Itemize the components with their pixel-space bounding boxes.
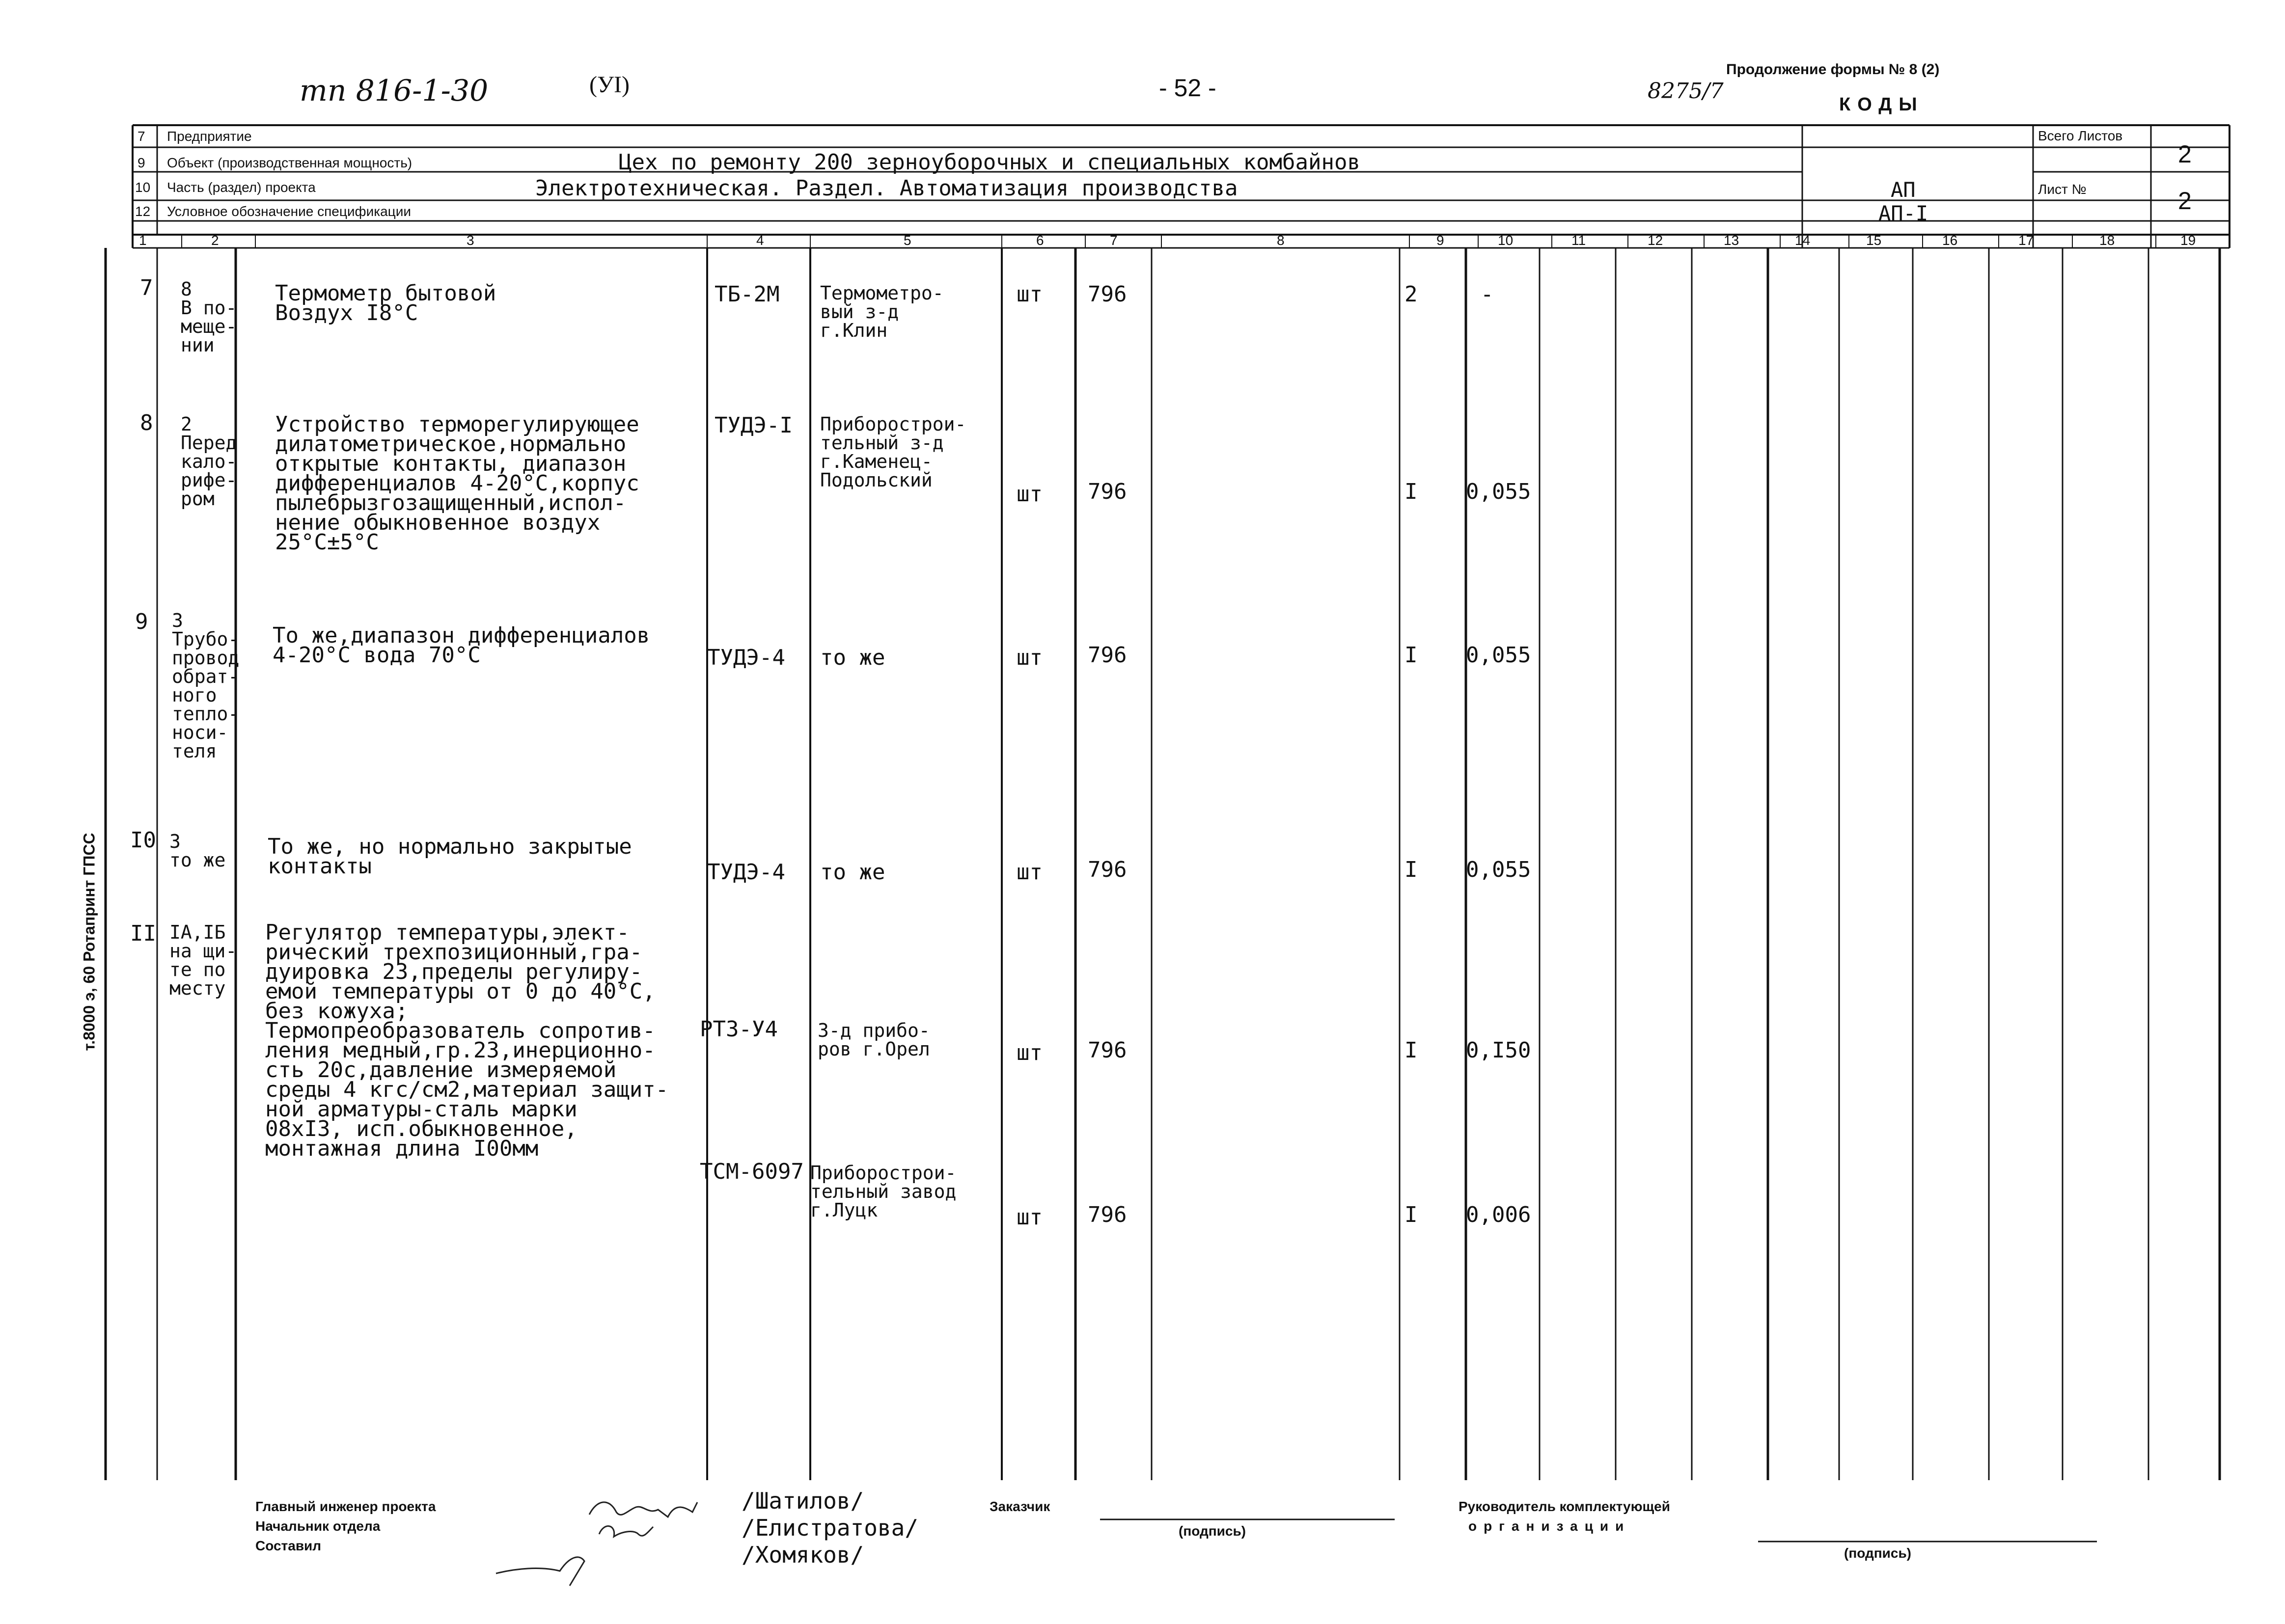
column-number: 8 bbox=[1277, 233, 1285, 248]
row-mass: 0,055 bbox=[1466, 857, 1531, 882]
row-unit-code: 796 bbox=[1088, 1202, 1127, 1227]
row-name: Устройство терморегулирующее дилатометрическое,нормально открытые контакты, диапазон дифференциалов 4-20°С,корпус пылебрызгозащищенный,испол- нение обыкновенное воздух 25°С±5°С bbox=[275, 412, 639, 555]
column-number: 16 bbox=[1942, 233, 1958, 248]
meta-row-num: 9 bbox=[138, 155, 145, 170]
column-number: 5 bbox=[904, 233, 911, 248]
row-position: II bbox=[130, 921, 156, 946]
dept-head-label: Начальник отдела bbox=[255, 1518, 381, 1534]
signature-marks bbox=[496, 1502, 697, 1586]
row-type: РТЗ-У4 bbox=[700, 1017, 778, 1042]
column-number: 9 bbox=[1436, 233, 1444, 248]
row-mass: 0,055 bbox=[1466, 643, 1531, 668]
meta-row-label: Часть (раздел) проекта bbox=[167, 180, 316, 195]
row-unit: шт bbox=[1017, 482, 1043, 507]
project-part-value: Электротехническая. Раздел. Автоматизация производства bbox=[535, 176, 1238, 201]
meta-row-label: Предприятие bbox=[167, 129, 252, 144]
row-maker: то же bbox=[820, 860, 885, 885]
row-unit: шт bbox=[1017, 282, 1043, 307]
signatory-name: /Хомяков/ bbox=[742, 1542, 864, 1568]
total-sheets-label: Всего Листов bbox=[2038, 128, 2123, 143]
column-number: 10 bbox=[1498, 233, 1514, 248]
row-maker: то же bbox=[820, 645, 885, 670]
row-unit-code: 796 bbox=[1088, 479, 1127, 504]
row-maker: Термометро- вый з-д г.Клин bbox=[820, 282, 944, 341]
sheet-number-label: Лист № bbox=[2038, 182, 2087, 197]
row-mass: 0,055 bbox=[1466, 479, 1531, 504]
doc-code: тп 816-1-30 bbox=[300, 74, 489, 108]
column-number: 2 bbox=[211, 233, 219, 248]
row-maker: З-д прибо- ров г.Орел bbox=[818, 1020, 930, 1060]
supplier-org-label: организации bbox=[1468, 1518, 1631, 1534]
column-number: 7 bbox=[1110, 233, 1118, 248]
column-number: 17 bbox=[2018, 233, 2034, 248]
meta-row-num: 7 bbox=[138, 129, 145, 144]
row-unit-code: 796 bbox=[1088, 857, 1127, 882]
meta-row-label: Условное обозначение спецификации bbox=[167, 204, 411, 219]
meta-row-num: 10 bbox=[135, 180, 151, 195]
row-position: 8 bbox=[140, 410, 153, 435]
row-maker: Приборострои- тельный з-д г.Каменец- Подольский bbox=[820, 413, 966, 491]
customer-label: Заказчик bbox=[990, 1499, 1050, 1514]
codes-label: КОДЫ bbox=[1839, 94, 1924, 115]
row-unit-code: 796 bbox=[1088, 282, 1127, 307]
row-maker: Приборострои- тельный завод г.Луцк bbox=[810, 1162, 957, 1221]
row-position: 7 bbox=[140, 275, 153, 300]
signatory-name: /Шатилов/ bbox=[742, 1488, 864, 1514]
meta-row-num: 12 bbox=[135, 204, 151, 219]
column-number: 4 bbox=[756, 233, 764, 248]
sheet-number-value: 2 bbox=[2178, 187, 2192, 215]
row-quantity: I bbox=[1404, 1038, 1418, 1063]
row-quantity: I bbox=[1404, 857, 1418, 882]
row-unit: шт bbox=[1017, 1205, 1043, 1230]
column-number: 11 bbox=[1571, 233, 1586, 248]
signature-caption: (подпись) bbox=[1844, 1545, 1911, 1561]
row-name: Регулятор температуры,элект- рический трехпозиционный,гра- дуировка 23,пределы регулиру- емой температуры от 0 до 40°С, без кожуха; Термопреобразователь сопротив- ления медный,гр.23,инерционно- сть 20с,давление измеряемой среды 4 кгс/см2,материал защит- ной арматуры-сталь марки 08хI3, исп.обыкновенное, монтажная длина I00мм bbox=[265, 920, 669, 1161]
row-unit: шт bbox=[1017, 1040, 1043, 1065]
row-location: 8 В по- меще- нии bbox=[181, 278, 237, 356]
meta-row-label: Объект (производственная мощность) bbox=[167, 155, 413, 170]
signatory-name: /Елистратова/ bbox=[742, 1515, 919, 1541]
code-ap: АП bbox=[1891, 178, 1916, 202]
column-number: 1 bbox=[139, 233, 147, 248]
row-quantity: I bbox=[1404, 643, 1418, 668]
row-type: ТУДЭ-4 bbox=[707, 860, 785, 885]
row-location: 2 Перед кало- рифе- ром bbox=[181, 413, 237, 510]
column-number: 15 bbox=[1866, 233, 1882, 248]
row-type: ТБ-2М bbox=[715, 282, 780, 307]
page-number: - 52 - bbox=[1159, 74, 1216, 102]
row-quantity: I bbox=[1404, 479, 1418, 504]
total-sheets-value: 2 bbox=[2178, 140, 2192, 168]
row-type: ТУДЭ-4 bbox=[707, 645, 785, 670]
signature-caption: (подпись) bbox=[1179, 1523, 1246, 1539]
row-unit-code: 796 bbox=[1088, 643, 1127, 668]
row-mass: 0,006 bbox=[1466, 1202, 1531, 1227]
row-mass: 0,I50 bbox=[1466, 1038, 1531, 1063]
row-name: Термометр бытовой Воздух I8°С bbox=[275, 281, 496, 325]
row-position: 9 bbox=[135, 609, 148, 634]
column-number: 18 bbox=[2099, 233, 2115, 248]
chief-engineer-label: Главный инженер проекта bbox=[255, 1499, 436, 1514]
column-number: 13 bbox=[1724, 233, 1739, 248]
code-ap-1: АП-I bbox=[1878, 201, 1928, 225]
column-number: 3 bbox=[467, 233, 474, 248]
form-continuation: Продолжение формы № 8 (2) bbox=[1726, 61, 1940, 78]
row-unit: шт bbox=[1017, 860, 1043, 885]
row-type: ТУДЭ-I bbox=[715, 413, 793, 438]
row-location: IА,IБ на щи- те по месту bbox=[169, 921, 237, 999]
row-unit: шт bbox=[1017, 645, 1043, 670]
album-number: (УI) bbox=[589, 72, 630, 98]
row-type: ТСМ-6097 bbox=[700, 1159, 804, 1184]
row-location: 3 то же bbox=[169, 831, 226, 871]
row-name: То же,диапазон дифференциалов 4-20°С вода 70°С bbox=[273, 623, 650, 668]
column-number: 19 bbox=[2180, 233, 2196, 248]
column-number: 12 bbox=[1648, 233, 1663, 248]
compiled-by-label: Составил bbox=[255, 1538, 322, 1553]
side-stamp: т.8000 э, 60 Ротапринт ГПСС bbox=[80, 833, 98, 1051]
row-quantity: I bbox=[1404, 1202, 1418, 1227]
supplier-head-label: Руководитель комплектующей bbox=[1459, 1499, 1670, 1514]
row-position: I0 bbox=[130, 828, 156, 853]
column-number: 14 bbox=[1795, 233, 1811, 248]
row-location: 3 Трубо- провод обрат- ного тепло- носи- теля bbox=[172, 610, 240, 762]
row-mass: - bbox=[1481, 282, 1494, 307]
row-unit-code: 796 bbox=[1088, 1038, 1127, 1063]
row-name: То же, но нормально закрытые контакты bbox=[268, 834, 632, 879]
row-quantity: 2 bbox=[1404, 282, 1418, 307]
registration-number: 8275/7 bbox=[1648, 79, 1724, 104]
object-value: Цех по ремонту 200 зерноуборочных и специальных комбайнов bbox=[619, 150, 1360, 175]
column-number: 6 bbox=[1036, 233, 1044, 248]
